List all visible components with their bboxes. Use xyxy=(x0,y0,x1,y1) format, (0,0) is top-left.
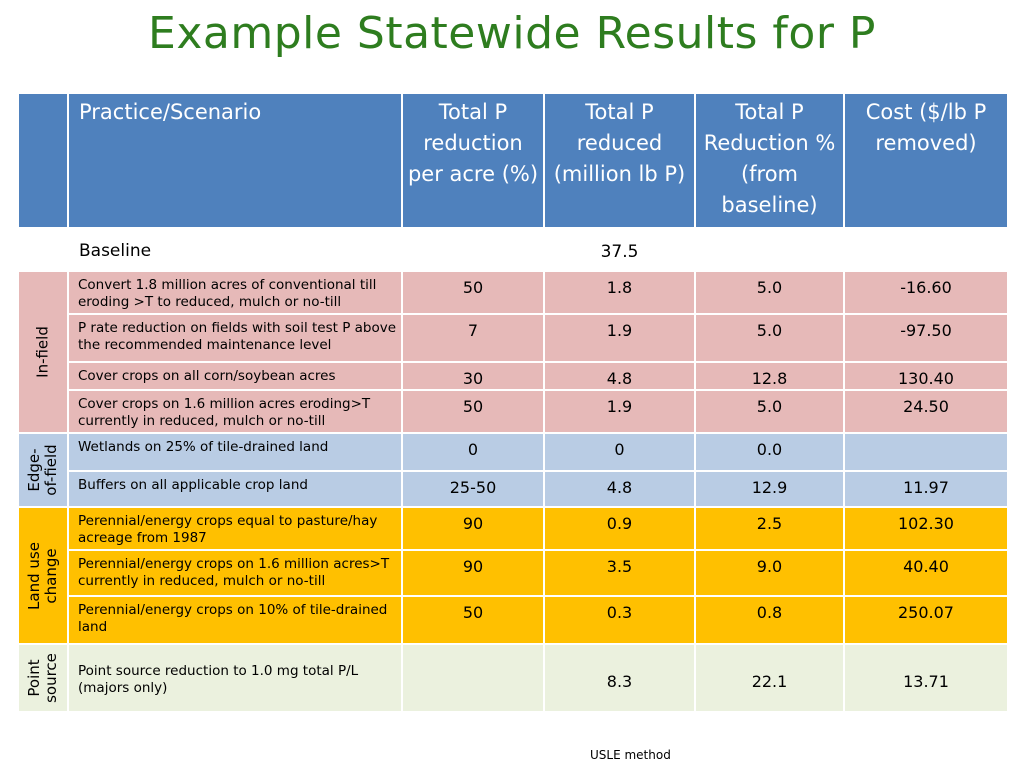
reduced-cell: 3.5 xyxy=(544,550,695,596)
cost-cell: -16.60 xyxy=(844,271,1008,314)
category-label-line2: source xyxy=(42,653,60,703)
reduced-cell: 0 xyxy=(544,433,695,471)
pct-cell: 5.0 xyxy=(695,271,844,314)
category-label-line1: Edge- xyxy=(25,448,43,492)
per-acre-cell: 0 xyxy=(402,433,544,471)
cost-cell: 13.71 xyxy=(844,644,1008,712)
per-acre-cell xyxy=(402,644,544,712)
practice-cell: Wetlands on 25% of tile-drained land xyxy=(68,433,402,471)
per-acre-cell: 25-50 xyxy=(402,471,544,507)
per-acre-cell: 50 xyxy=(402,390,544,433)
pct-cell: 9.0 xyxy=(695,550,844,596)
per-acre-cell: 50 xyxy=(402,596,544,644)
table-row xyxy=(18,314,1008,362)
table-row xyxy=(18,433,1008,471)
practice-cell: Buffers on all applicable crop land xyxy=(68,471,402,507)
per-acre-cell: 50 xyxy=(402,271,544,314)
cost-cell: 250.07 xyxy=(844,596,1008,644)
category-label-line2: of-field xyxy=(42,444,60,496)
category-in-field xyxy=(18,271,68,433)
per-acre-cell: 7 xyxy=(402,314,544,362)
table-row xyxy=(18,471,1008,507)
table-row xyxy=(18,271,1008,314)
category-label-line1: Point xyxy=(25,659,43,697)
category-land-use-change xyxy=(18,507,68,644)
per-acre-cell: 30 xyxy=(402,362,544,390)
baseline-category-cell xyxy=(18,228,68,271)
practice-cell: Point source reduction to 1.0 mg total P/L (majors only) xyxy=(68,644,402,712)
practice-cell: Convert 1.8 million acres of conventional till eroding >T to reduced, mulch or no-till xyxy=(68,271,402,314)
reduced-cell: 4.8 xyxy=(544,362,695,390)
category-label-line2: change xyxy=(42,547,60,604)
pct-cell: 2.5 xyxy=(695,507,844,550)
category-point-source xyxy=(18,644,68,712)
header-cost: Cost ($/lb P removed) xyxy=(844,93,1008,228)
practice-cell: Perennial/energy crops on 10% of tile-drained land xyxy=(68,596,402,644)
table-row xyxy=(18,390,1008,433)
table-row xyxy=(18,362,1008,390)
slide-title: Example Statewide Results for P xyxy=(148,8,876,59)
pct-cell: 22.1 xyxy=(695,644,844,712)
cost-cell: -97.50 xyxy=(844,314,1008,362)
cost-cell: 130.40 xyxy=(844,362,1008,390)
table-row xyxy=(18,507,1008,550)
practice-cell: Cover crops on all corn/soybean acres xyxy=(68,362,402,390)
table-row xyxy=(18,596,1008,644)
reduced-cell: 1.8 xyxy=(544,271,695,314)
per-acre-cell: 90 xyxy=(402,507,544,550)
practice-cell: Perennial/energy crops on 1.6 million acres>T currently in reduced, mulch or no-till xyxy=(68,550,402,596)
header-reduction-per-acre: Total P reduction per acre (%) xyxy=(402,93,544,228)
baseline-reduced: 37.5 xyxy=(544,228,695,271)
table-row xyxy=(18,644,1008,712)
pct-cell: 0.0 xyxy=(695,433,844,471)
table-row xyxy=(18,550,1008,596)
pct-cell: 5.0 xyxy=(695,314,844,362)
baseline-label: Baseline xyxy=(68,228,402,271)
cost-cell: 40.40 xyxy=(844,550,1008,596)
reduced-cell: 1.9 xyxy=(544,390,695,433)
baseline-cost-cell xyxy=(844,228,1008,271)
reduced-cell: 1.9 xyxy=(544,314,695,362)
header-practice: Practice/Scenario xyxy=(68,93,402,228)
category-edge-of-field xyxy=(18,433,68,507)
reduced-cell: 4.8 xyxy=(544,471,695,507)
practice-cell: P rate reduction on fields with soil test P above the recommended maintenance level xyxy=(68,314,402,362)
header-row xyxy=(18,93,1008,228)
practice-cell: Cover crops on 1.6 million acres eroding>T currently in reduced, mulch or no-till xyxy=(68,390,402,433)
baseline-pct-cell xyxy=(695,228,844,271)
per-acre-cell: 90 xyxy=(402,550,544,596)
header-reduced-million-lb: Total P reduced (million lb P) xyxy=(544,93,695,228)
cost-cell xyxy=(844,433,1008,471)
category-label: In-field xyxy=(33,326,52,378)
baseline-row xyxy=(18,228,1008,271)
reduced-cell: 8.3 xyxy=(544,644,695,712)
pct-cell: 5.0 xyxy=(695,390,844,433)
results-table xyxy=(17,92,1009,713)
baseline-per-acre-cell xyxy=(402,228,544,271)
reduced-cell: 0.3 xyxy=(544,596,695,644)
cost-cell: 102.30 xyxy=(844,507,1008,550)
footnote: USLE method xyxy=(590,748,671,762)
pct-cell: 0.8 xyxy=(695,596,844,644)
reduced-cell: 0.9 xyxy=(544,507,695,550)
header-category xyxy=(18,93,68,228)
cost-cell: 11.97 xyxy=(844,471,1008,507)
pct-cell: 12.9 xyxy=(695,471,844,507)
category-label-line1: Land use xyxy=(25,541,43,610)
pct-cell: 12.8 xyxy=(695,362,844,390)
cost-cell: 24.50 xyxy=(844,390,1008,433)
header-reduction-pct: Total P Reduction % (from baseline) xyxy=(695,93,844,228)
practice-cell: Perennial/energy crops equal to pasture/hay acreage from 1987 xyxy=(68,507,402,550)
